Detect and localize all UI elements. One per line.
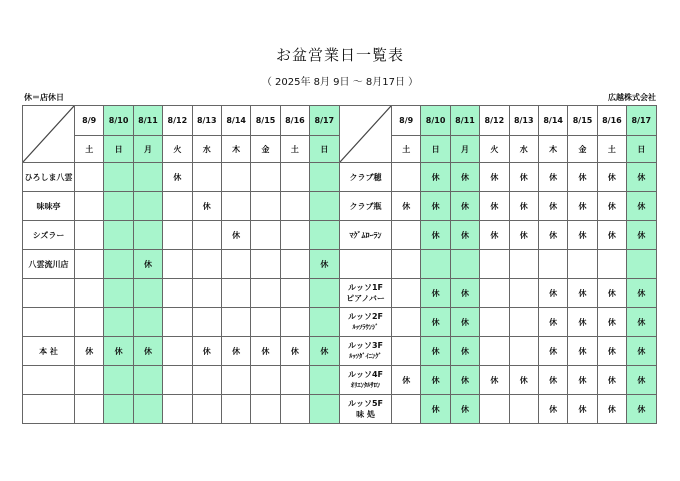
store-name-line: ｵﾘｴﾝﾀﾙｻﾛﾝ xyxy=(350,381,381,389)
schedule-cell: 休 xyxy=(251,337,280,366)
schedule-cell xyxy=(133,279,162,308)
schedule-cell xyxy=(280,279,309,308)
schedule-cell: 休 xyxy=(421,337,450,366)
schedule-cell xyxy=(221,192,250,221)
schedule-cell: 休 xyxy=(597,308,626,337)
schedule-cell xyxy=(133,192,162,221)
table-row xyxy=(340,366,657,395)
schedule-cell: 休 xyxy=(450,221,479,250)
schedule-cell: 休 xyxy=(538,163,567,192)
store-name-line: ひろしま八雲 xyxy=(24,172,73,182)
schedule-cell xyxy=(192,279,221,308)
store-name-cell xyxy=(23,395,75,424)
weekday-header: 日 xyxy=(627,136,656,163)
store-name-line: ルッソ2F xyxy=(347,312,384,321)
schedule-cell xyxy=(133,163,162,192)
schedule-cell xyxy=(310,163,339,192)
schedule-cell xyxy=(568,250,597,279)
schedule-cell: 休 xyxy=(480,163,509,192)
schedule-cell: 休 xyxy=(450,163,479,192)
schedule-cell xyxy=(75,163,104,192)
schedule-cell: 休 xyxy=(627,337,656,366)
schedule-cell: 休 xyxy=(538,279,567,308)
schedule-cell xyxy=(597,250,626,279)
schedule-cell: 休 xyxy=(627,308,656,337)
store-name-cell xyxy=(340,250,392,279)
weekday-header: 日 xyxy=(310,136,339,163)
schedule-cell: 休 xyxy=(421,221,450,250)
schedule-cell: 休 xyxy=(627,221,656,250)
store-name-cell xyxy=(23,308,75,337)
schedule-cell xyxy=(221,250,250,279)
date-header: 8/17 xyxy=(627,106,656,136)
schedule-cell: 休 xyxy=(280,337,309,366)
date-header: 8/9 xyxy=(75,106,104,136)
schedule-cell xyxy=(310,395,339,424)
store-name-cell xyxy=(340,366,392,395)
schedule-cell xyxy=(133,395,162,424)
schedule-cell xyxy=(221,366,250,395)
schedule-cell xyxy=(392,395,421,424)
schedule-cell xyxy=(280,163,309,192)
header-corner-cell xyxy=(340,106,392,163)
schedule-cell xyxy=(480,337,509,366)
schedule-cell xyxy=(480,308,509,337)
table-row xyxy=(23,163,340,192)
store-name-line: 味味亭 xyxy=(36,201,61,211)
schedule-cell xyxy=(280,250,309,279)
date-header: 8/13 xyxy=(192,106,221,136)
page-title: お盆営業日一覧表 xyxy=(275,46,404,64)
store-name-line: ピアノバー xyxy=(346,294,385,303)
schedule-cell: 休 xyxy=(421,395,450,424)
schedule-cell: 休 xyxy=(568,163,597,192)
schedule-cell xyxy=(480,395,509,424)
schedule-cell: 休 xyxy=(450,337,479,366)
schedule-cell xyxy=(163,395,192,424)
store-name-cell xyxy=(340,279,392,308)
schedule-cell xyxy=(280,366,309,395)
schedule-cell xyxy=(221,163,250,192)
schedule-cell xyxy=(538,250,567,279)
schedule-cell: 休 xyxy=(450,192,479,221)
weekday-header: 月 xyxy=(133,136,162,163)
schedule-cell: 休 xyxy=(568,366,597,395)
schedule-cell: 休 xyxy=(104,337,133,366)
schedule-cell xyxy=(163,337,192,366)
schedule-cell xyxy=(627,250,656,279)
store-name-cell xyxy=(340,163,392,192)
store-name-line: ﾙｯｿﾗｳﾝｼﾞ xyxy=(352,323,379,331)
schedule-table-left xyxy=(22,105,340,424)
schedule-cell: 休 xyxy=(221,337,250,366)
schedule-cell: 休 xyxy=(538,366,567,395)
schedule-cell: 休 xyxy=(163,163,192,192)
date-header: 8/11 xyxy=(133,106,162,136)
table-row xyxy=(23,250,340,279)
schedule-cell: 休 xyxy=(597,395,626,424)
store-name-cell xyxy=(23,221,75,250)
table-row xyxy=(23,279,340,308)
date-header: 8/12 xyxy=(163,106,192,136)
weekday-header: 日 xyxy=(104,136,133,163)
store-name-cell xyxy=(23,192,75,221)
schedule-cell: 休 xyxy=(133,337,162,366)
schedule-cell: 休 xyxy=(310,250,339,279)
schedule-table-right xyxy=(339,105,657,424)
weekday-header: 土 xyxy=(392,136,421,163)
schedule-cell xyxy=(163,308,192,337)
date-header: 8/17 xyxy=(310,106,339,136)
schedule-cell xyxy=(509,250,538,279)
schedule-cell xyxy=(192,366,221,395)
table-row xyxy=(23,192,340,221)
schedule-cell: 休 xyxy=(627,366,656,395)
schedule-cell xyxy=(310,308,339,337)
header-corner-cell xyxy=(23,106,75,163)
schedule-cell: 休 xyxy=(421,308,450,337)
schedule-cell: 休 xyxy=(509,192,538,221)
date-header: 8/10 xyxy=(104,106,133,136)
schedule-cell xyxy=(392,279,421,308)
date-header: 8/11 xyxy=(450,106,479,136)
weekday-header: 金 xyxy=(568,136,597,163)
schedule-cell: 休 xyxy=(421,279,450,308)
schedule-cell xyxy=(104,395,133,424)
schedule-cell: 休 xyxy=(421,366,450,395)
store-name-line: ルッソ4F xyxy=(347,370,384,379)
schedule-cell: 休 xyxy=(392,366,421,395)
schedule-cell: 休 xyxy=(450,279,479,308)
store-name-cell xyxy=(340,308,392,337)
weekday-header: 土 xyxy=(75,136,104,163)
schedule-cell xyxy=(192,250,221,279)
schedule-cell xyxy=(310,279,339,308)
table-row xyxy=(23,395,340,424)
date-header: 8/14 xyxy=(538,106,567,136)
store-name-line: クラブ瓶 xyxy=(349,201,382,211)
store-name-cell xyxy=(340,221,392,250)
weekday-header: 月 xyxy=(450,136,479,163)
weekday-header: 水 xyxy=(192,136,221,163)
schedule-cell: 休 xyxy=(538,308,567,337)
schedule-cell: 休 xyxy=(450,366,479,395)
schedule-cell: 休 xyxy=(597,337,626,366)
schedule-cell xyxy=(192,221,221,250)
schedule-cell xyxy=(75,395,104,424)
schedule-cell xyxy=(509,308,538,337)
date-header: 8/14 xyxy=(221,106,250,136)
date-header: 8/13 xyxy=(509,106,538,136)
table-row xyxy=(340,395,657,424)
schedule-cell xyxy=(450,250,479,279)
weekday-header: 火 xyxy=(480,136,509,163)
schedule-cell xyxy=(104,279,133,308)
table-row xyxy=(23,366,340,395)
date-header: 8/15 xyxy=(568,106,597,136)
weekday-header: 土 xyxy=(280,136,309,163)
table-row xyxy=(23,308,340,337)
date-range-subtitle: （ 2025年 8月 9日 ～ 8月17日 ） xyxy=(261,77,419,88)
schedule-cell xyxy=(280,308,309,337)
schedule-cell xyxy=(280,192,309,221)
schedule-cell xyxy=(251,250,280,279)
schedule-cell: 休 xyxy=(627,163,656,192)
table-row xyxy=(340,337,657,366)
schedule-cell xyxy=(75,308,104,337)
schedule-cell: 休 xyxy=(509,163,538,192)
company-name: 広越株式会社 xyxy=(608,93,656,102)
schedule-cell: 休 xyxy=(568,279,597,308)
store-name-line: ﾏｸﾞﾑﾛｰﾗﾝ xyxy=(349,230,382,240)
schedule-cell: 休 xyxy=(221,221,250,250)
schedule-cell xyxy=(392,337,421,366)
schedule-cell xyxy=(75,366,104,395)
schedule-cell: 休 xyxy=(133,250,162,279)
schedule-cell: 休 xyxy=(568,221,597,250)
schedule-cell xyxy=(310,366,339,395)
schedule-cell: 休 xyxy=(75,337,104,366)
schedule-cell xyxy=(509,395,538,424)
schedule-cell xyxy=(480,279,509,308)
schedule-cell: 休 xyxy=(480,192,509,221)
schedule-cell xyxy=(192,163,221,192)
legend-note: 休＝店休日 xyxy=(24,93,64,102)
table-row xyxy=(23,221,340,250)
schedule-cell: 休 xyxy=(568,308,597,337)
schedule-cell xyxy=(251,366,280,395)
store-name-cell xyxy=(23,337,75,366)
schedule-cell xyxy=(75,221,104,250)
weekday-header: 水 xyxy=(509,136,538,163)
store-name-line: ルッソ1F xyxy=(347,283,384,292)
schedule-cell: 休 xyxy=(568,192,597,221)
schedule-cell xyxy=(221,308,250,337)
schedule-cell: 休 xyxy=(538,337,567,366)
schedule-cell: 休 xyxy=(538,192,567,221)
schedule-cell: 休 xyxy=(392,192,421,221)
schedule-cell: 休 xyxy=(450,308,479,337)
store-name-cell xyxy=(340,395,392,424)
table-row xyxy=(340,221,657,250)
date-header: 8/16 xyxy=(597,106,626,136)
schedule-cell xyxy=(192,395,221,424)
schedule-cell: 休 xyxy=(597,221,626,250)
store-name-line: ルッソ3F xyxy=(347,341,384,350)
schedule-cell xyxy=(392,221,421,250)
schedule-cell xyxy=(104,192,133,221)
weekday-header: 木 xyxy=(538,136,567,163)
schedule-cell xyxy=(509,279,538,308)
schedule-cell xyxy=(192,308,221,337)
table-row xyxy=(340,250,657,279)
schedule-cell xyxy=(251,395,280,424)
store-name-line: クラブ穂 xyxy=(349,172,382,182)
schedule-cell xyxy=(310,192,339,221)
weekday-header: 日 xyxy=(421,136,450,163)
schedule-cell: 休 xyxy=(597,366,626,395)
schedule-cell xyxy=(133,308,162,337)
table-row xyxy=(23,337,340,366)
schedule-cell: 休 xyxy=(509,366,538,395)
schedule-cell: 休 xyxy=(597,279,626,308)
table-row xyxy=(340,192,657,221)
schedule-cell: 休 xyxy=(450,395,479,424)
table-row xyxy=(340,279,657,308)
schedule-cell xyxy=(104,221,133,250)
schedule-cell xyxy=(133,366,162,395)
schedule-cell xyxy=(280,395,309,424)
schedule-cell xyxy=(75,250,104,279)
date-header: 8/15 xyxy=(251,106,280,136)
weekday-header: 土 xyxy=(597,136,626,163)
schedule-cell xyxy=(421,250,450,279)
weekday-header: 金 xyxy=(251,136,280,163)
schedule-cell xyxy=(75,192,104,221)
store-name-cell xyxy=(23,366,75,395)
schedule-cell xyxy=(251,163,280,192)
schedule-cell: 休 xyxy=(421,163,450,192)
schedule-cell xyxy=(310,221,339,250)
table-row xyxy=(340,163,657,192)
schedule-cell xyxy=(221,395,250,424)
schedule-cell xyxy=(251,279,280,308)
schedule-cell: 休 xyxy=(627,192,656,221)
schedule-cell: 休 xyxy=(480,366,509,395)
table-row xyxy=(340,308,657,337)
schedule-cell: 休 xyxy=(421,192,450,221)
schedule-cell xyxy=(163,221,192,250)
schedule-cell: 休 xyxy=(627,395,656,424)
schedule-cell xyxy=(509,337,538,366)
schedule-cell xyxy=(392,308,421,337)
schedule-cell: 休 xyxy=(192,337,221,366)
schedule-cell xyxy=(104,250,133,279)
schedule-cell xyxy=(163,250,192,279)
schedule-cell xyxy=(163,192,192,221)
store-name-line: 本 社 xyxy=(39,346,58,356)
schedule-cell: 休 xyxy=(538,221,567,250)
schedule-cell xyxy=(392,163,421,192)
schedule-cell xyxy=(163,279,192,308)
schedule-cell xyxy=(104,366,133,395)
schedule-cell xyxy=(280,221,309,250)
schedule-cell xyxy=(251,192,280,221)
store-name-cell xyxy=(340,192,392,221)
date-header: 8/16 xyxy=(280,106,309,136)
schedule-cell xyxy=(251,221,280,250)
schedule-cell xyxy=(75,279,104,308)
weekday-header: 火 xyxy=(163,136,192,163)
store-name-cell xyxy=(23,163,75,192)
store-name-line: ﾙｯｿﾀﾞｲﾆﾝｸﾞ xyxy=(349,352,382,360)
schedule-cell: 休 xyxy=(568,337,597,366)
weekday-header: 木 xyxy=(221,136,250,163)
schedule-cell xyxy=(104,163,133,192)
schedule-cell: 休 xyxy=(627,279,656,308)
schedule-cell xyxy=(221,279,250,308)
schedule-cell: 休 xyxy=(568,395,597,424)
schedule-cell: 休 xyxy=(538,395,567,424)
store-name-cell xyxy=(23,250,75,279)
schedule-cell: 休 xyxy=(192,192,221,221)
schedule-cell xyxy=(104,308,133,337)
date-header: 8/10 xyxy=(421,106,450,136)
date-header: 8/12 xyxy=(480,106,509,136)
store-name-line: 味 処 xyxy=(356,410,375,419)
schedule-cell: 休 xyxy=(597,192,626,221)
schedule-cell: 休 xyxy=(310,337,339,366)
schedule-cell: 休 xyxy=(480,221,509,250)
date-header: 8/9 xyxy=(392,106,421,136)
store-name-cell xyxy=(23,279,75,308)
schedule-cell xyxy=(251,308,280,337)
schedule-cell xyxy=(392,250,421,279)
store-name-line: ルッソ5F xyxy=(347,399,384,408)
schedule-cell: 休 xyxy=(509,221,538,250)
store-name-cell xyxy=(340,337,392,366)
schedule-cell xyxy=(163,366,192,395)
store-name-line: シズラー xyxy=(32,230,65,240)
schedule-cell xyxy=(133,221,162,250)
schedule-cell: 休 xyxy=(597,163,626,192)
store-name-line: 八雲流川店 xyxy=(28,259,69,269)
schedule-cell xyxy=(480,250,509,279)
